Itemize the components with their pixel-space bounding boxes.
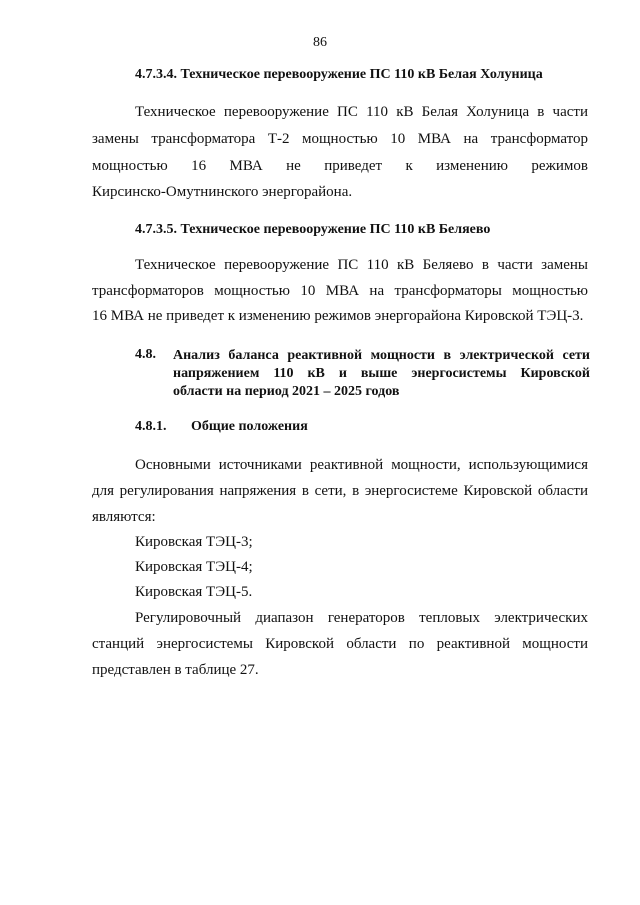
heading-4-8-1-number: 4.8.1. <box>135 419 167 434</box>
heading-title-line: области на период 2021 – 2025 годов <box>173 384 400 399</box>
paragraph-line: Основными источниками реактивной мощности, использующимися <box>135 457 588 473</box>
list-item: Кировская ТЭЦ-5. <box>135 584 253 600</box>
paragraph-line: Техническое перевооружение ПС 110 кВ Белая Холуница в части <box>135 104 588 120</box>
heading-title-line: Анализ баланса реактивной мощности в электрической сети <box>173 348 590 363</box>
list-item: Кировская ТЭЦ-4; <box>135 559 253 575</box>
heading-4-8-number: 4.8. <box>135 347 156 362</box>
paragraph-line: станций энергосистемы Кировской области по реактивной мощности <box>92 636 588 652</box>
paragraph-line: для регулирования напряжения в сети, в энергосистеме Кировской области <box>92 483 588 499</box>
heading-4-7-3-4: 4.7.3.4. Техническое перевооружение ПС 110 кВ Белая Холуница <box>135 67 543 82</box>
paragraph-line: трансформаторов мощностью 10 МВА на трансформаторы мощностью <box>92 283 588 299</box>
heading-4-7-3-5: 4.7.3.5. Техническое перевооружение ПС 110 кВ Беляево <box>135 222 491 237</box>
heading-title-line: напряжением 110 кВ и выше энергосистемы Кировской <box>173 366 590 381</box>
heading-4-8-1-title: Общие положения <box>191 419 308 434</box>
paragraph-line: являются: <box>92 509 156 525</box>
paragraph-line: 16 МВА не приведет к изменению режимов энергорайона Кировской ТЭЦ-3. <box>92 308 584 324</box>
paragraph-line: представлен в таблице 27. <box>92 662 259 678</box>
heading-4-8-title <box>173 347 590 401</box>
paragraph-line: замены трансформатора Т-2 мощностью 10 МВА на трансформатор <box>92 131 588 147</box>
paragraph-line: Кирсинско-Омутнинского энергорайона. <box>92 184 353 200</box>
page-number: 86 <box>313 35 327 50</box>
paragraph-line: Регулировочный диапазон генераторов тепловых электрических <box>135 610 588 626</box>
list-item: Кировская ТЭЦ-3; <box>135 534 253 550</box>
paragraph-line: Техническое перевооружение ПС 110 кВ Беляево в части замены <box>135 257 588 273</box>
paragraph-line: мощностью 16 МВА не приведет к изменению режимов <box>92 158 588 174</box>
